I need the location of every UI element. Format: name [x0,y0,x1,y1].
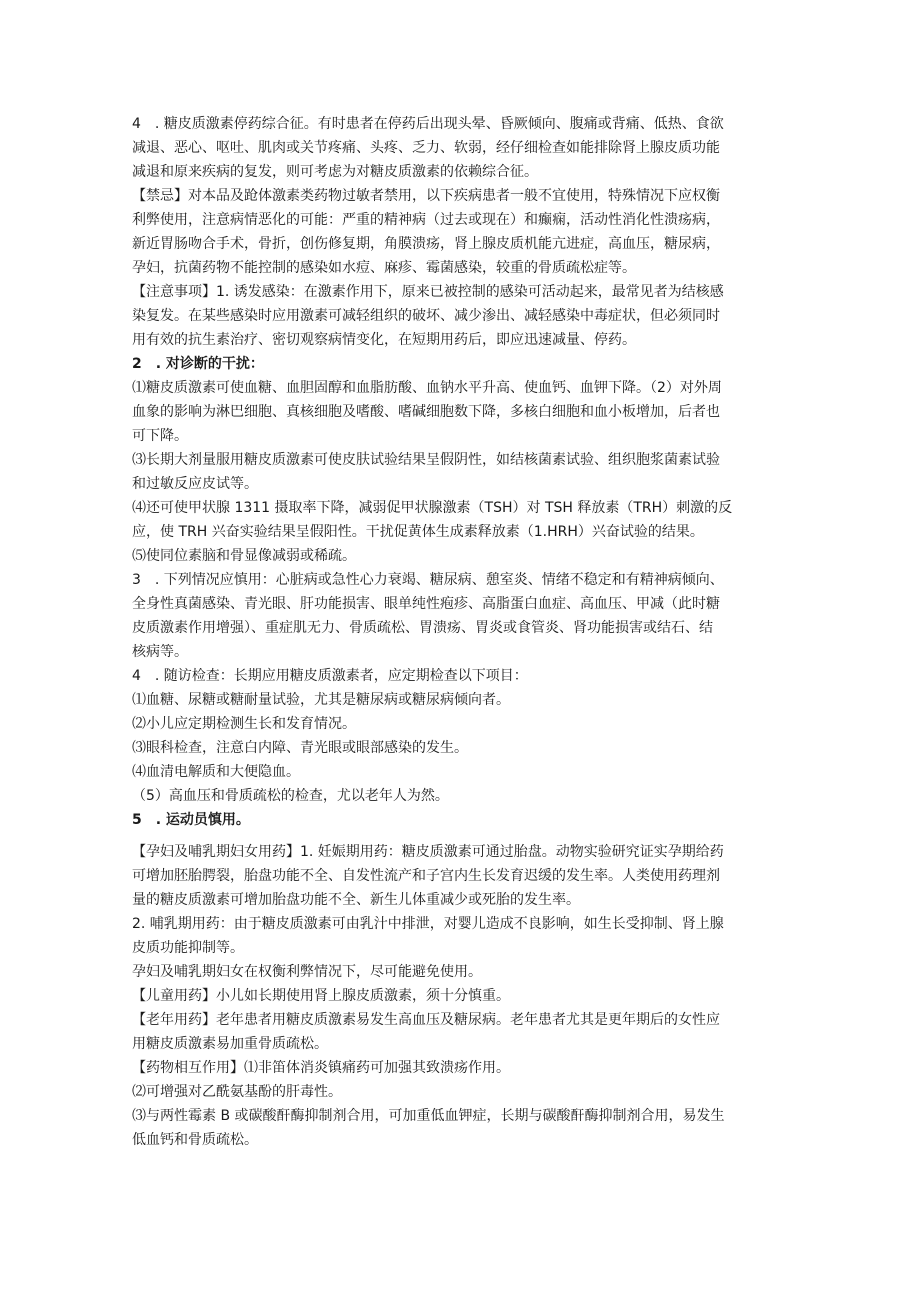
document-body [132,112,792,1152]
text-line: 血象的影响为淋巴细胞、真核细胞及嗜酸、嗜碱细胞数下降，多核白细胞和血小板增加，后者也 [132,404,720,420]
text-line: （5）高血压和骨质疏松的检查，尤以老年人为然。 [132,788,449,804]
text-line: ⑴血糖、尿糖或糖耐量试验，尤其是糖尿病或糖尿病倾向者。 [132,692,510,708]
text-line: 3 . 下列情况应慎用：心脏病或急性心力衰竭、糖尿病、憩室炎、情绪不稳定和有精神病倾向、 [132,572,724,588]
text-line: 【孕妇及哺乳期妇女用药】1. 妊娠期用药：糖皮质激素可通过胎盘。动物实验研究证实孕期给药 [132,844,724,860]
section-heading: 2 . 对诊断的干扰： [132,356,264,372]
text-line: 减退和原来疾病的复发，则可考虑为对糖皮质激素的依赖综合征。 [132,164,538,180]
text-line: 【儿童用药】小儿如长期使用肾上腺皮质激素，须十分慎重。 [132,988,510,1004]
text-line: ⑵小儿应定期检测生长和发育情况。 [132,716,356,732]
text-line: 可增加胚胎腭裂，胎盘功能不全、自发性流产和子宫内生长发育迟缓的发生率。人类使用药理剂 [132,868,720,884]
text-line: 低血钙和骨质疏松。 [132,1132,258,1148]
text-line: 利弊使用，注意病情恶化的可能：严重的精神病（过去或现在）和癫痫，活动性消化性溃疡病， [132,212,720,228]
text-line: ⑴糖皮质激素可使血糖、血胆固醇和血脂肪酸、血钠水平升高、使血钙、血钾下降。（2）对外周 [132,380,722,396]
text-line: 应，使 TRH 兴奋实验结果呈假阳性。干扰促黄体生成素释放素（1.HRH）兴奋试验的结果。 [132,524,704,540]
text-line: 可下降。 [132,428,188,444]
text-line: 4 . 随访检查：长期应用糖皮质激素者，应定期检查以下项目： [132,668,528,684]
text-line: 新近胃肠吻合手术，骨折，创伤修复期，角膜溃疡，肾上腺皮质机能亢进症，高血压，糖尿病， [132,236,720,252]
text-line: ⑷还可使甲状腺 1311 摄取率下降，减弱促甲状腺激素（TSH）对 TSH 释放素（TRH）刺激的反 [132,500,733,516]
text-line: ⑶眼科检查，注意白内障、青光眼或眼部感染的发生。 [132,740,468,756]
text-line: 用糖皮质激素易加重骨质疏松。 [132,1036,328,1052]
text-line: ⑵可增强对乙酰氨基酚的肝毒性。 [132,1084,342,1100]
text-line: ⑷血清电解质和大便隐血。 [132,764,300,780]
text-line: 染复发。在某些感染时应用激素可减轻组织的破坏、减少渗出、减轻感染中毒症状，但必须同时 [132,308,720,324]
text-line: 【老年用药】老年患者用糖皮质激素易发生高血压及糖尿病。老年患者尤其是更年期后的女性应 [132,1012,720,1028]
text-line: 【药物相互作用】⑴非笛体消炎镇痛药可加强其致溃疡作用。 [132,1060,510,1076]
text-line: ⑶与两性霉素 B 或碳酸酐酶抑制剂合用，可加重低血钾症，长期与碳酸酐酶抑制剂合用，易发生 [132,1108,725,1124]
paragraph-gap [132,832,792,840]
text-line: 全身性真菌感染、青光眼、肝功能损害、眼单纯性疱疹、高脂蛋白血症、高血压、甲减（此时糖 [132,596,720,612]
text-line: 皮质激素作用增强）、重症肌无力、骨质疏松、胃溃疡、胃炎或食管炎、肾功能损害或结石、结 [132,620,713,636]
text-line: 减退、恶心、呕吐、肌肉或关节疼痛、头疼、乏力、软弱，经仔细检查如能排除肾上腺皮质功能 [132,140,720,156]
text-line: 4 . 糖皮质激素停药综合征。有时患者在停药后出现头晕、昏厥倾向、腹痛或背痛、低热、食欲 [132,116,724,132]
text-line: ⑸使同位素脑和骨显像减弱或稀疏。 [132,548,356,564]
text-line: 皮质功能抑制等。 [132,940,244,956]
text-line: 孕妇，抗菌药物不能控制的感染如水痘、麻疹、霉菌感染，较重的骨质疏松症等。 [132,260,636,276]
text-line: 【禁忌】对本品及跄体激素类药物过敏者禁用，以下疾病患者一般不宜使用，特殊情况下应权衡 [132,188,720,204]
section-heading: 5 . 运动员慎用。 [132,812,250,828]
text-line: 孕妇及哺乳期妇女在权衡利弊情况下，尽可能避免使用。 [132,964,482,980]
text-line: 核病等。 [132,644,188,660]
text-line: 【注意事项】1. 诱发感染：在激素作用下，原来已被控制的感染可活动起来，最常见者为结核感 [132,284,724,300]
text-line: 用有效的抗生素治疗、密切观察病情变化，在短期用药后，即应迅速减量、停药。 [132,332,636,348]
text-line: 量的糖皮质激素可增加胎盘功能不全、新生儿体重减少或死胎的发生率。 [132,892,580,908]
text-line: 2. 哺乳期用药：由于糖皮质激素可由乳汁中排泄，对婴儿造成不良影响，如生长受抑制、肾上腺 [132,916,724,932]
text-line: ⑶长期大剂量服用糖皮质激素可使皮肤试验结果呈假阴性，如结核菌素试验、组织胞浆菌素试验 [132,452,720,468]
text-line: 和过敏反应皮试等。 [132,476,258,492]
